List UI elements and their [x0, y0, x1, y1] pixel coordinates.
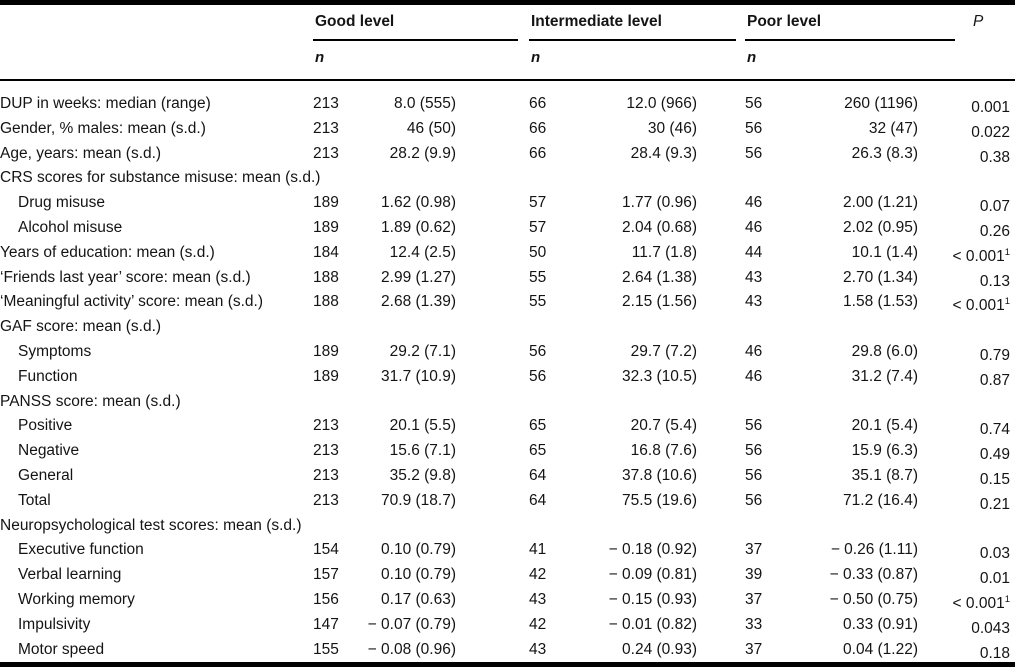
- n-poor: 39: [745, 566, 763, 584]
- value-intermediate: − 0.01 (0.82): [608, 615, 697, 633]
- value-intermediate: [579, 315, 697, 340]
- p-value: [918, 166, 1015, 191]
- p-footnote-marker: 1: [1004, 246, 1010, 258]
- p-value-text: 0.001: [971, 99, 1010, 116]
- n-intermediate: [529, 166, 579, 191]
- p-value-text: 0.38: [979, 148, 1010, 166]
- value-intermediate: − 0.09 (0.81): [608, 566, 697, 584]
- n-subheader-good: n: [315, 49, 325, 66]
- table-body: [0, 84, 1015, 662]
- row-label: Neuropsychological test scores: mean (s.d.): [0, 516, 302, 534]
- row-label: PANSS score: mean (s.d.): [0, 392, 181, 410]
- n-good: 188: [313, 293, 339, 311]
- n-intermediate: 56: [529, 367, 547, 385]
- n-poor: 46: [745, 367, 763, 385]
- p-value-text: 0.03: [979, 545, 1010, 563]
- value-intermediate: 1.77 (0.96): [622, 194, 697, 212]
- n-good: [313, 166, 363, 191]
- n-intermediate: 65: [529, 442, 547, 460]
- p-value-text: < 0.001: [952, 594, 1005, 612]
- value-poor: − 0.33 (0.87): [829, 566, 918, 584]
- value-intermediate: 12.0 (966): [626, 95, 697, 112]
- p-footnote-marker: 1: [1004, 296, 1010, 308]
- value-poor: 35.1 (8.7): [851, 466, 918, 484]
- n-poor: 43: [745, 293, 763, 311]
- value-poor: 2.00 (1.21): [843, 194, 918, 212]
- n-poor: 56: [745, 466, 763, 484]
- n-good: 155: [313, 640, 339, 658]
- p-value-text: 0.87: [979, 371, 1010, 389]
- column-gap: [456, 390, 529, 415]
- value-good: 46 (50): [406, 119, 456, 137]
- column-gap: [697, 166, 745, 191]
- n-poor: [745, 315, 795, 340]
- n-intermediate: 43: [529, 640, 547, 658]
- p-value-text: 0.043: [971, 619, 1010, 637]
- table-row: [0, 191, 1015, 216]
- value-poor: − 0.26 (1.11): [830, 541, 918, 559]
- table-row: [0, 464, 1015, 489]
- row-label: Working memory: [18, 590, 135, 608]
- table-row: [0, 266, 1015, 291]
- p-value: [918, 638, 1015, 667]
- n-good: 189: [313, 218, 339, 236]
- value-good: 31.7 (10.9): [381, 367, 456, 385]
- column-gap: [697, 390, 745, 415]
- row-label: Age, years: mean (s.d.): [0, 144, 162, 162]
- column-gap: [456, 315, 529, 340]
- row-label: Verbal learning: [18, 566, 122, 584]
- row-label: ‘Friends last year’ score: mean (s.d.): [0, 268, 251, 286]
- value-good: 15.6 (7.1): [389, 442, 456, 460]
- n-subheader-intermediate: n: [531, 49, 541, 66]
- value-good: 8.0 (555): [393, 95, 456, 112]
- n-good: 157: [313, 566, 339, 584]
- p-value: [918, 390, 1015, 415]
- value-poor: 15.9 (6.3): [851, 442, 918, 460]
- value-good: 1.89 (0.62): [381, 218, 456, 236]
- value-poor: 2.70 (1.34): [843, 268, 918, 286]
- table-row: [0, 414, 1015, 439]
- n-intermediate: 66: [529, 95, 547, 112]
- n-poor: 37: [745, 640, 763, 658]
- n-intermediate: 55: [529, 293, 547, 311]
- row-label: Drug misuse: [18, 194, 105, 212]
- column-header-p: P: [973, 13, 984, 30]
- row-label: GAF score: mean (s.d.): [0, 318, 162, 336]
- table-row: [0, 142, 1015, 167]
- table-row: [0, 588, 1015, 613]
- value-good: [363, 315, 456, 340]
- row-label: Positive: [18, 417, 73, 435]
- table-row: [0, 92, 1015, 117]
- n-intermediate: 64: [529, 491, 547, 509]
- section-row: [0, 390, 1015, 415]
- p-value: [918, 514, 1015, 539]
- column-gap: [456, 514, 529, 539]
- value-poor: 71.2 (16.4): [843, 491, 918, 509]
- value-poor: [795, 166, 918, 191]
- n-intermediate: 50: [529, 243, 547, 261]
- table-row: [0, 638, 1015, 663]
- value-poor: 0.33 (0.91): [843, 615, 918, 633]
- value-intermediate: 29.7 (7.2): [630, 342, 697, 360]
- n-good: 213: [313, 442, 339, 460]
- table-row: [0, 117, 1015, 142]
- n-intermediate: 57: [529, 218, 547, 236]
- n-poor: 56: [745, 417, 763, 435]
- n-intermediate: [529, 514, 579, 539]
- row-label: ‘Meaningful activity’ score: mean (s.d.): [0, 293, 264, 311]
- n-poor: 46: [745, 194, 763, 212]
- table-row: [0, 538, 1015, 563]
- table-row: [0, 613, 1015, 638]
- p-value-text: 0.26: [979, 222, 1010, 240]
- value-good: [363, 514, 456, 539]
- n-poor: [745, 514, 795, 539]
- column-gap: [697, 638, 745, 667]
- n-intermediate: 65: [529, 417, 547, 435]
- p-value-text: 0.21: [979, 495, 1010, 513]
- value-poor: [795, 390, 918, 415]
- value-intermediate: 30 (46): [647, 119, 697, 137]
- value-intermediate: 0.24 (0.93): [622, 640, 697, 658]
- n-good: 156: [313, 590, 339, 608]
- n-good: 213: [313, 119, 339, 137]
- value-poor: 31.2 (7.4): [851, 367, 918, 385]
- n-poor: 56: [745, 491, 763, 509]
- value-intermediate: 20.7 (5.4): [630, 417, 697, 435]
- p-value-text: 0.022: [971, 123, 1010, 141]
- value-good: 20.1 (5.5): [389, 417, 456, 435]
- value-poor: 29.8 (6.0): [851, 342, 918, 360]
- n-intermediate: 55: [529, 268, 547, 286]
- value-good: 0.10 (0.79): [381, 566, 456, 584]
- value-good: 29.2 (7.1): [389, 342, 456, 360]
- row-label: CRS scores for substance misuse: mean (s.d.): [0, 169, 321, 187]
- n-intermediate: 66: [529, 119, 547, 137]
- row-label: Years of education: mean (s.d.): [0, 243, 215, 261]
- table-row: [0, 563, 1015, 588]
- p-value-text: 0.18: [979, 644, 1010, 662]
- n-good: 189: [313, 194, 339, 212]
- row-label: Alcohol misuse: [18, 218, 123, 236]
- p-value-text: 0.01: [979, 570, 1010, 588]
- value-poor: 32 (47): [868, 119, 918, 137]
- value-intermediate: 37.8 (10.6): [622, 466, 697, 484]
- value-good: − 0.07 (0.79): [367, 615, 456, 633]
- n-intermediate: 64: [529, 466, 547, 484]
- column-gap: [456, 638, 529, 667]
- section-row: [0, 514, 1015, 539]
- table-header: [0, 0, 1015, 84]
- n-poor: [745, 166, 795, 191]
- n-poor: 56: [745, 144, 763, 162]
- n-good: 213: [313, 95, 339, 112]
- n-intermediate: 66: [529, 144, 547, 162]
- table-row: [0, 365, 1015, 390]
- p-value-text: 0.13: [979, 272, 1010, 290]
- value-good: 70.9 (18.7): [381, 491, 456, 509]
- p-value-text: 0.15: [979, 470, 1010, 488]
- table-row: [0, 489, 1015, 514]
- p-value: [918, 315, 1015, 340]
- column-header-good-level: Good level: [315, 13, 395, 30]
- row-label: Total: [18, 491, 51, 509]
- value-intermediate: 75.5 (19.6): [622, 491, 697, 509]
- column-gap: [697, 315, 745, 340]
- n-poor: [745, 390, 795, 415]
- p-value-text: < 0.001: [952, 297, 1005, 315]
- n-subheader-poor: n: [747, 49, 757, 66]
- value-good: 0.17 (0.63): [381, 590, 456, 608]
- spanner-rule-good: [313, 39, 518, 41]
- value-intermediate: 32.3 (10.5): [622, 367, 697, 385]
- value-intermediate: 2.04 (0.68): [622, 218, 697, 236]
- header-divider-rule: [0, 79, 1015, 81]
- value-good: 2.68 (1.39): [381, 293, 456, 311]
- column-gap: [697, 514, 745, 539]
- row-label: Gender, % males: mean (s.d.): [0, 119, 206, 137]
- row-label: Symptoms: [18, 342, 92, 360]
- value-poor: 20.1 (5.4): [851, 417, 918, 435]
- value-intermediate: 16.8 (7.6): [630, 442, 697, 460]
- p-value-text: 0.07: [979, 198, 1010, 216]
- table-row: [0, 439, 1015, 464]
- value-good: 2.99 (1.27): [381, 268, 456, 286]
- n-good: 213: [313, 491, 339, 509]
- column-gap: [456, 166, 529, 191]
- n-poor: 43: [745, 268, 763, 286]
- value-good: 12.4 (2.5): [389, 243, 456, 261]
- n-poor: 56: [745, 119, 763, 137]
- n-intermediate: [529, 390, 579, 415]
- value-poor: − 0.50 (0.75): [829, 590, 918, 608]
- n-intermediate: 42: [529, 615, 547, 633]
- n-intermediate: 57: [529, 194, 547, 212]
- row-label: Impulsivity: [18, 615, 91, 633]
- value-poor: 2.02 (0.95): [843, 218, 918, 236]
- value-intermediate: 2.64 (1.38): [622, 268, 697, 286]
- n-poor: 46: [745, 342, 763, 360]
- value-poor: 0.04 (1.22): [843, 640, 918, 658]
- p-value-text: 0.49: [979, 446, 1010, 464]
- n-good: [313, 514, 363, 539]
- section-row: [0, 315, 1015, 340]
- value-poor: 260 (1196): [844, 95, 918, 112]
- p-value-text: < 0.001: [952, 247, 1005, 265]
- value-good: [363, 166, 456, 191]
- n-good: 213: [313, 466, 339, 484]
- n-good: 154: [313, 541, 339, 559]
- value-intermediate: [579, 166, 697, 191]
- row-label: Function: [18, 367, 78, 385]
- row-label: DUP in weeks: median (range): [0, 95, 211, 112]
- value-poor: [795, 315, 918, 340]
- value-poor: 26.3 (8.3): [851, 144, 918, 162]
- n-good: [313, 390, 363, 415]
- value-intermediate: [579, 390, 697, 415]
- n-poor: 44: [745, 243, 763, 261]
- column-header-intermediate-level: Intermediate level: [531, 13, 662, 30]
- n-poor: 37: [745, 590, 763, 608]
- n-intermediate: 41: [529, 541, 547, 559]
- n-poor: 33: [745, 615, 763, 633]
- value-good: 28.2 (9.9): [389, 144, 456, 162]
- row-label: Executive function: [18, 541, 144, 559]
- n-intermediate: 56: [529, 342, 547, 360]
- p-footnote-marker: 1: [1004, 593, 1010, 605]
- n-good: 147: [313, 615, 339, 633]
- spanner-rule-poor: [745, 39, 955, 41]
- p-value-text: 0.74: [979, 421, 1010, 439]
- n-intermediate: 43: [529, 590, 547, 608]
- value-good: 0.10 (0.79): [381, 541, 456, 559]
- p-value-text: 0.79: [979, 346, 1010, 364]
- table-row: [0, 290, 1015, 315]
- spanner-rule-intermediate: [529, 39, 736, 41]
- value-good: − 0.08 (0.96): [367, 640, 456, 658]
- n-good: 188: [313, 268, 339, 286]
- n-intermediate: [529, 315, 579, 340]
- n-intermediate: 42: [529, 566, 547, 584]
- n-good: 189: [313, 367, 339, 385]
- value-intermediate: − 0.18 (0.92): [608, 541, 697, 559]
- value-intermediate: 11.7 (1.8): [631, 243, 697, 261]
- row-label: General: [18, 466, 74, 484]
- n-good: 213: [313, 417, 339, 435]
- value-intermediate: − 0.15 (0.93): [608, 590, 697, 608]
- n-good: 189: [313, 342, 339, 360]
- n-good: 184: [313, 243, 339, 261]
- table-row: [0, 241, 1015, 266]
- value-poor: [795, 514, 918, 539]
- n-poor: 37: [745, 541, 763, 559]
- n-poor: 56: [745, 95, 763, 112]
- value-poor: 1.58 (1.53): [843, 293, 918, 311]
- row-label: Negative: [18, 442, 80, 460]
- value-intermediate: [579, 514, 697, 539]
- n-good: [313, 315, 363, 340]
- column-header-poor-level: Poor level: [747, 13, 822, 30]
- value-good: 1.62 (0.98): [381, 194, 456, 212]
- n-poor: 46: [745, 218, 763, 236]
- section-row: [0, 166, 1015, 191]
- table-row: [0, 340, 1015, 365]
- value-poor: 10.1 (1.4): [851, 243, 918, 261]
- value-good: [363, 390, 456, 415]
- n-poor: 56: [745, 442, 763, 460]
- top-rule: [0, 0, 1015, 5]
- value-intermediate: 2.15 (1.56): [622, 293, 697, 311]
- n-good: 213: [313, 144, 339, 162]
- table-row: [0, 216, 1015, 241]
- value-intermediate: 28.4 (9.3): [630, 144, 697, 162]
- value-good: 35.2 (9.8): [389, 466, 456, 484]
- row-label: Motor speed: [18, 640, 105, 658]
